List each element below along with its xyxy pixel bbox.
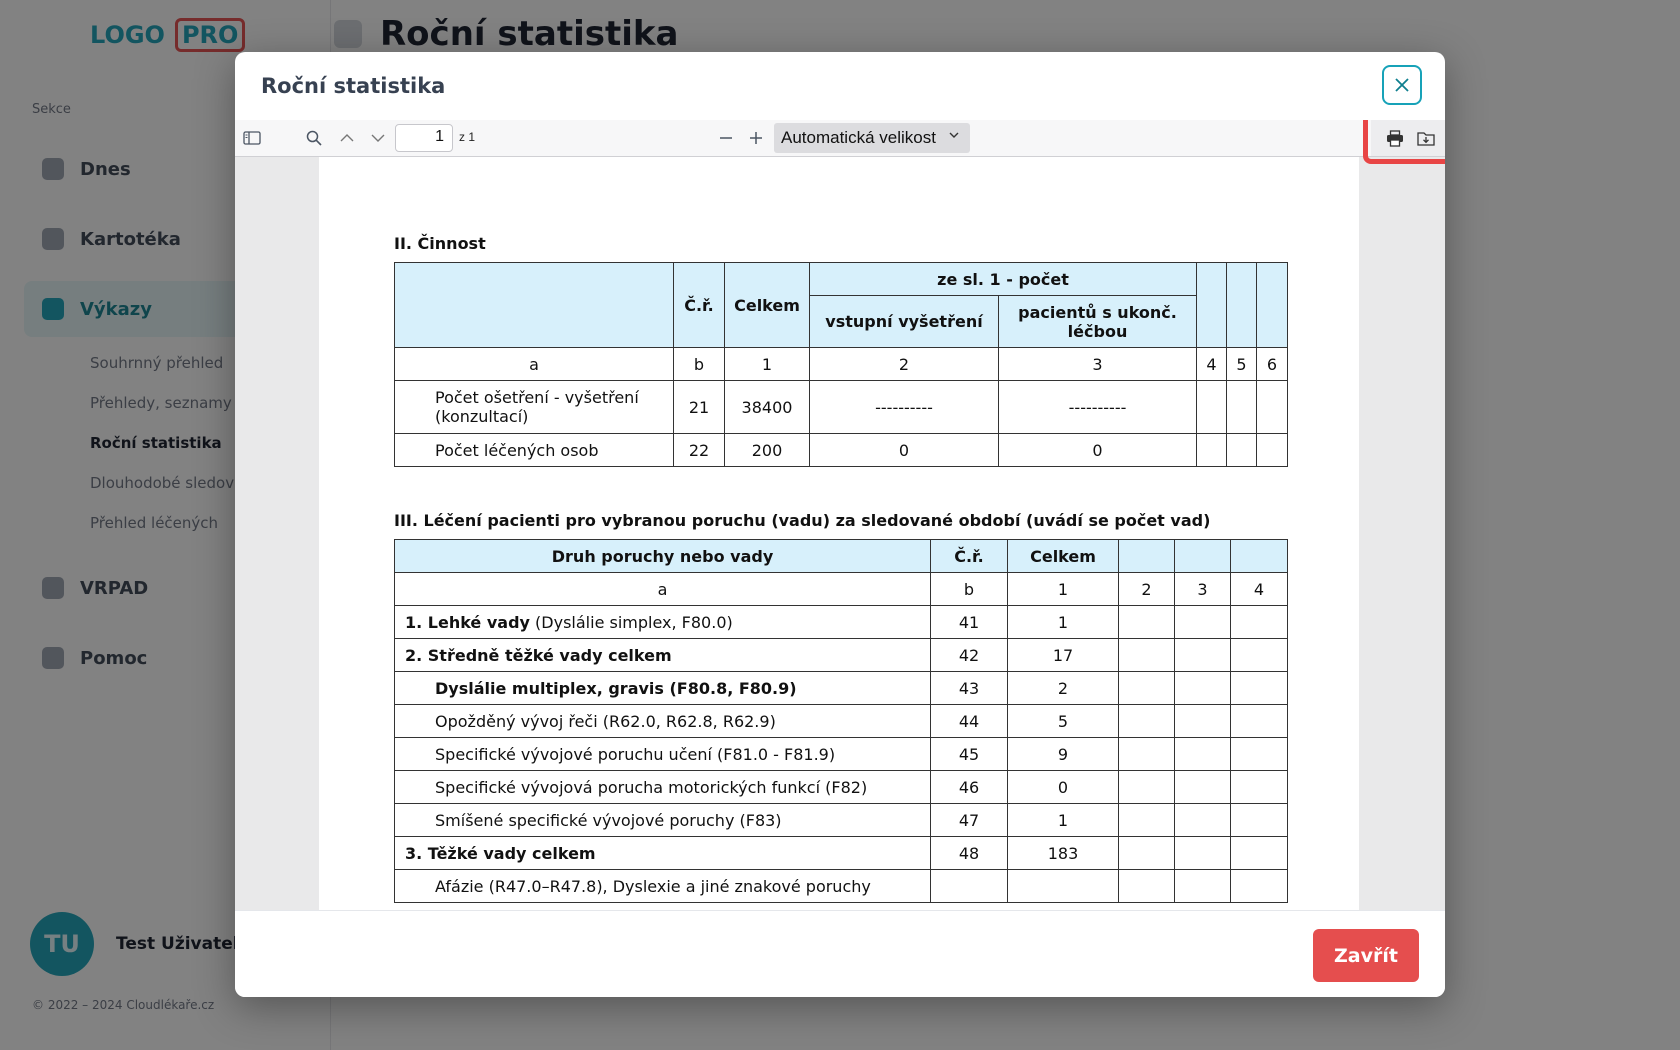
pdf-toolbar [235,120,1445,157]
table-cell [395,672,931,705]
table-cell: 43 [931,672,1008,705]
table-cell [1197,381,1227,434]
row-label: Specifické vývojová porucha motorických funkcí (F82) [435,777,868,797]
table-header: Druh poruchy nebo vady [395,540,931,573]
table-row [395,381,1288,434]
table-row [395,348,1288,381]
table-row [395,837,1288,870]
activity-table [394,262,1288,467]
table-row [395,639,1288,672]
table-header: pacientů s ukonč. léčbou [999,296,1197,348]
table-cell [1231,837,1288,870]
table-header-empty [1197,263,1227,348]
table-cell [1231,672,1288,705]
table-cell [1119,738,1175,771]
section-title: II. Činnost [394,234,486,253]
table-cell [395,639,931,672]
table-cell: 17 [1008,639,1119,672]
table-header-empty [1231,540,1288,573]
zoom-value: Automatická velikost [781,128,936,147]
table-cell: a [395,573,931,606]
disorders-table [394,539,1288,903]
table-row [395,738,1288,771]
table-header: Č.ř. [674,263,725,348]
table-cell: 1 [1008,804,1119,837]
download-icon[interactable] [1415,127,1437,149]
table-cell [1119,672,1175,705]
table-cell [1119,804,1175,837]
table-header: Celkem [1008,540,1119,573]
table-cell: ---------- [999,381,1197,434]
table-cell: a [395,348,674,381]
pdf-viewer [235,120,1445,910]
chevron-up-icon[interactable] [336,127,358,149]
table-cell: 0 [1008,771,1119,804]
table-cell: b [674,348,725,381]
row-label-bold: 3. Těžké vady celkem [405,843,596,863]
table-cell [1175,672,1231,705]
table-row [395,705,1288,738]
table-row [395,434,1288,467]
table-row [395,672,1288,705]
table-cell: 5 [1227,348,1257,381]
table-cell [1175,837,1231,870]
table-cell [1231,804,1288,837]
table-cell: 2 [810,348,999,381]
table-header-empty [1227,263,1257,348]
table-cell: b [931,573,1008,606]
table-cell [1119,771,1175,804]
chevron-down-icon [948,128,960,143]
modal-close-button[interactable] [1382,65,1422,105]
row-label: Smíšené specifické vývojové poruchy (F83) [435,810,782,830]
table-cell: 22 [674,434,725,467]
table-cell [1175,870,1231,903]
table-cell [1227,381,1257,434]
table-header: Č.ř. [931,540,1008,573]
table-cell [931,870,1008,903]
table-cell: 3 [1175,573,1231,606]
table-cell [1257,434,1288,467]
table-cell: 5 [1008,705,1119,738]
table-cell [1231,606,1288,639]
table-cell [1175,639,1231,672]
table-cell: 2 [1008,672,1119,705]
table-cell: 9 [1008,738,1119,771]
table-cell: 41 [931,606,1008,639]
page-count: z 1 [459,130,476,144]
table-cell: 47 [931,804,1008,837]
table-cell [1175,804,1231,837]
table-row [395,804,1288,837]
table-cell [1231,738,1288,771]
close-icon [1394,77,1410,93]
table-cell: 0 [810,434,999,467]
statistics-modal [235,52,1445,997]
table-row [395,606,1288,639]
table-row [395,870,1288,903]
table-cell: 48 [931,837,1008,870]
table-cell: 42 [931,639,1008,672]
table-header-group: ze sl. 1 - počet [810,263,1197,296]
table-cell [1175,705,1231,738]
table-cell [1119,837,1175,870]
row-label-bold: 2. Středně těžké vady celkem [405,645,672,665]
row-label: Specifické vývojové poruchu učení (F81.0 - F81.9) [435,744,836,764]
table-cell: 38400 [725,381,810,434]
table-cell [1231,639,1288,672]
table-cell: 44 [931,705,1008,738]
table-cell [1119,870,1175,903]
table-cell: 1 [1008,606,1119,639]
table-cell [1119,639,1175,672]
table-cell: 200 [725,434,810,467]
table-cell [1257,381,1288,434]
table-cell [1175,771,1231,804]
table-cell: 2 [1119,573,1175,606]
chevron-down-icon[interactable] [367,127,389,149]
table-cell [1175,606,1231,639]
row-label: Opožděný vývoj řeči (R62.0, R62.8, R62.9) [435,711,776,731]
print-icon[interactable] [1384,127,1406,149]
zoom-out-icon[interactable] [715,127,737,149]
table-cell [1119,705,1175,738]
row-label: Afázie (R47.0–R47.8), Dyslexie a jiné znakové poruchy [435,876,871,896]
table-cell [1231,771,1288,804]
row-label: (Dyslálie simplex, F80.0) [529,612,733,632]
table-cell [1231,870,1288,903]
table-cell: 21 [674,381,725,434]
table-cell: 45 [931,738,1008,771]
section-title: III. Léčení pacienti pro vybranou poruchu (vadu) za sledované období (uvádí se počet vad) [394,511,1211,530]
table-cell [395,705,931,738]
table-cell: 6 [1257,348,1288,381]
table-cell [1175,738,1231,771]
close-button[interactable]: Zavřít [1313,929,1419,982]
table-row [395,771,1288,804]
table-cell [1227,434,1257,467]
table-cell [395,606,931,639]
table-cell: Počet léčených osob [395,434,674,467]
table-cell: 4 [1231,573,1288,606]
table-header-empty [395,263,674,348]
table-cell: Počet ošetření - vyšetření (konzultací) [395,381,674,434]
sidebar-toggle-icon[interactable] [241,127,263,149]
page-number-input[interactable]: 1 [395,124,453,152]
table-cell [1119,606,1175,639]
table-cell [1197,434,1227,467]
row-label-bold: 1. Lehké vady [405,612,530,632]
table-cell [1231,705,1288,738]
table-cell: 1 [725,348,810,381]
table-cell: 4 [1197,348,1227,381]
table-cell [395,870,931,903]
table-cell: 46 [931,771,1008,804]
table-cell [395,771,931,804]
table-cell: 3 [999,348,1197,381]
table-cell: 1 [1008,573,1119,606]
table-header: vstupní vyšetření [810,296,999,348]
table-cell [395,738,931,771]
toolbar-actions [1371,120,1445,156]
table-header-empty [1175,540,1231,573]
modal-footer [235,910,1445,997]
search-icon[interactable] [303,127,325,149]
zoom-select[interactable] [774,123,970,153]
zoom-in-icon[interactable] [745,127,767,149]
table-cell: 183 [1008,837,1119,870]
table-header-empty [1119,540,1175,573]
table-header-empty [1257,263,1288,348]
table-cell: ---------- [810,381,999,434]
table-row [395,573,1288,606]
row-label-bold: Dyslálie multiplex, gravis (F80.8, F80.9) [435,678,797,698]
table-cell [395,837,931,870]
modal-title: Roční statistika [261,74,446,98]
table-cell: 0 [999,434,1197,467]
pdf-page [319,157,1359,910]
table-cell [395,804,931,837]
table-header: Celkem [725,263,810,348]
table-cell [1008,870,1119,903]
